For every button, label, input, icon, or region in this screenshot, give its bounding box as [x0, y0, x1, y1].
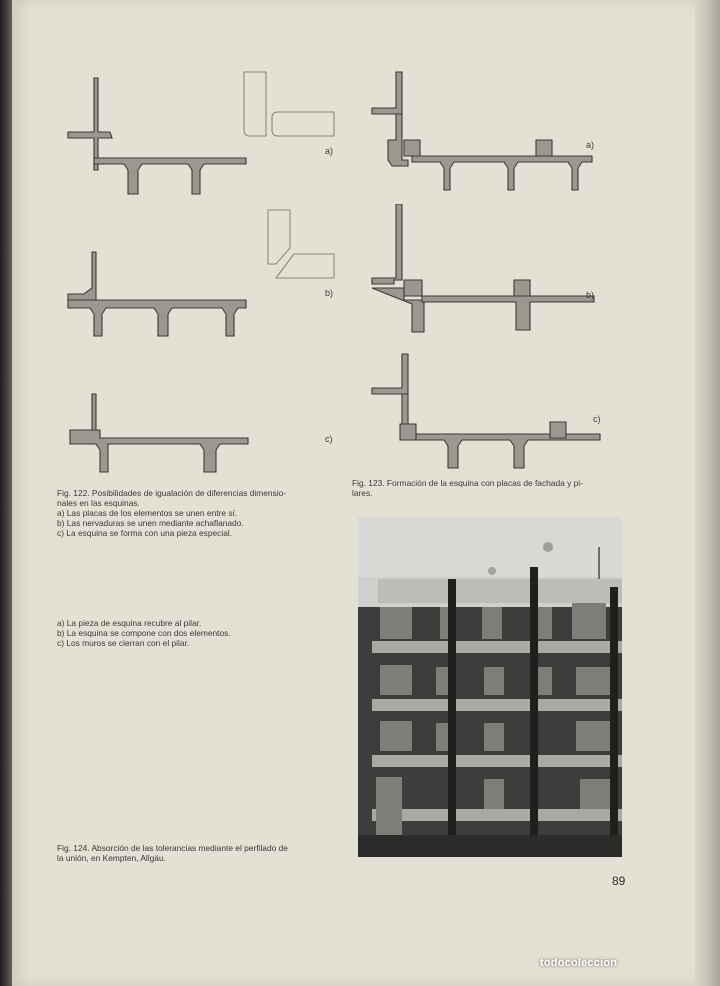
list-item: b) La esquina se compone con dos elementos. — [57, 628, 231, 638]
fig123-drawing-b — [368, 204, 600, 334]
fig123-drawing-c — [368, 350, 604, 472]
caption-line: a) Las placas de los elementos se unen entre sí. — [57, 508, 238, 518]
caption-line: Fig. 122. Posibilidades de igualación de diferencias dimensio- — [57, 488, 287, 498]
fig122-label-c: c) — [325, 434, 333, 444]
caption-line: la unión, en Kempten, Allgäu. — [57, 853, 166, 863]
caption-line: Fig. 124. Absorción de las tolerancias mediante el perfilado de — [57, 843, 288, 853]
caption-line: nales en las esquinas. — [57, 498, 140, 508]
fig122-drawing-a — [64, 70, 340, 200]
fig122-drawing-c — [64, 390, 340, 480]
caption-line: Fig. 123. Formación de la esquina con placas de fachada y pi- — [352, 478, 583, 488]
fig123-drawing-a — [368, 70, 600, 196]
page-number: 89 — [612, 874, 626, 888]
building-facade-image — [358, 517, 622, 857]
caption-line: b) Las nervaduras se unen mediante achaflanado. — [57, 518, 244, 528]
list-item: a) La pieza de esquina recubre al pilar. — [57, 618, 202, 628]
fig123-label-c: c) — [593, 414, 601, 424]
fig124-caption — [57, 843, 288, 863]
fig124-photo — [358, 517, 622, 857]
caption-line: c) La esquina se forma con una pieza especial. — [57, 528, 233, 538]
watermark: todocoleccion — [540, 957, 618, 969]
fig122-label-a: a) — [325, 146, 334, 156]
caption-line: lares. — [352, 488, 373, 498]
list-item: c) Los muros se cierran con el pilar. — [57, 638, 190, 648]
fig122-drawing-b — [64, 208, 340, 338]
page-edges — [695, 0, 720, 986]
fig122-label-b: b) — [325, 288, 334, 298]
fig123-caption — [352, 478, 583, 498]
fig122-caption — [57, 488, 286, 538]
fig123-label-b: b) — [586, 290, 595, 300]
fig123-label-a: a) — [586, 140, 595, 150]
fig123-list — [57, 618, 231, 648]
